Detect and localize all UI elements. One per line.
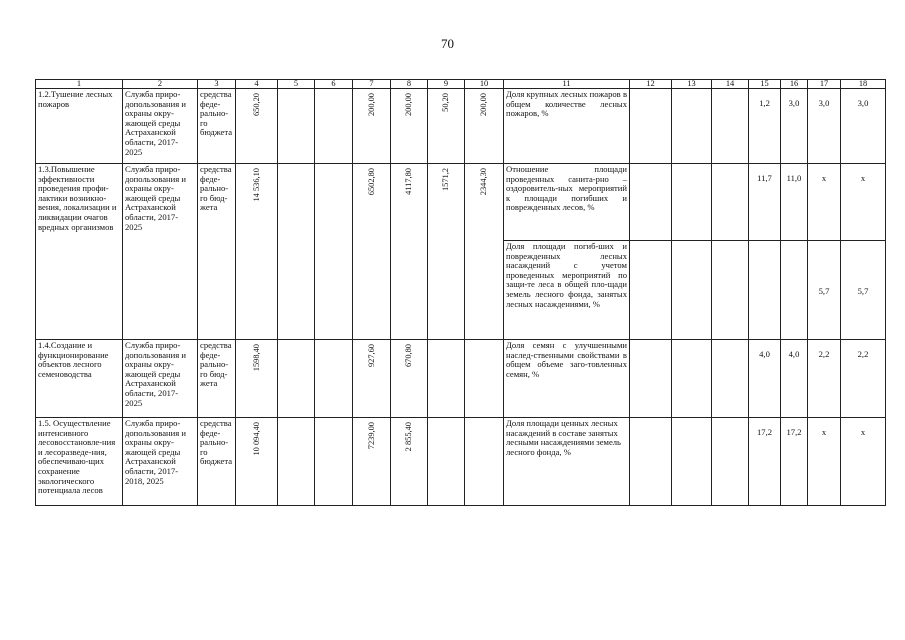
page-number: 70 xyxy=(441,36,454,51)
value-col17: 2,2 xyxy=(808,340,841,418)
value-col17: 5,7 xyxy=(808,241,841,340)
value-col7: 7239,00 xyxy=(366,422,376,450)
col-header-1: 1 xyxy=(36,80,123,89)
indicator-cell: Доля площади погиб-ших и поврежденных лесных насаждений с учетом проведенных мероприятий по защи-те леса в общей пло-щади земель лесного фонда, занятых лесных насаждениями, % xyxy=(504,241,630,340)
table-row xyxy=(36,164,886,241)
value-col17: x xyxy=(808,418,841,506)
value-col17: x xyxy=(808,164,841,241)
col-header-6: 6 xyxy=(315,80,353,89)
value-col8: 200,00 xyxy=(404,93,413,117)
col-header-3: 3 xyxy=(198,80,236,89)
col-header-12: 12 xyxy=(630,80,672,89)
source-cell: средства феде-рально-го бюд-жета xyxy=(198,164,236,340)
value-col15: 11,7 xyxy=(749,164,781,241)
col-header-11: 11 xyxy=(504,80,630,89)
col-header-15: 15 xyxy=(749,80,781,89)
col-header-13: 13 xyxy=(672,80,712,89)
col-header-7: 7 xyxy=(353,80,391,89)
table-row xyxy=(36,89,886,164)
indicator-cell: Доля площади ценных лесных насаждений в составе занятых лесными насаждениями земель лесного фонда, % xyxy=(504,418,630,506)
executor-cell: Служба приро-допользования и охраны окру-жающей среды Астраханской области, 2017- 2025 xyxy=(123,164,198,340)
program-table xyxy=(35,79,886,506)
value-col15: 17,2 xyxy=(749,418,781,506)
col-header-17: 17 xyxy=(808,80,841,89)
col-header-14: 14 xyxy=(712,80,749,89)
col-header-5: 5 xyxy=(278,80,315,89)
executor-cell: Служба приро-допользования и охраны окру-жающей среды Астраханской области, 2017- 2018, 2025 xyxy=(123,418,198,506)
value-col16: 17,2 xyxy=(781,418,808,506)
col-header-16: 16 xyxy=(781,80,808,89)
value-col18: x xyxy=(841,418,886,506)
value-col18: 5,7 xyxy=(841,241,886,340)
value-col8: 2 855,40 xyxy=(404,422,413,452)
col-header-9: 9 xyxy=(428,80,465,89)
value-col4: 14 536,10 xyxy=(251,168,261,202)
value-col18: x xyxy=(841,164,886,241)
value-col8: 4117,80 xyxy=(404,168,413,195)
table-row xyxy=(36,340,886,418)
indicator-cell: Отношение площади проведенных санита-рно – оздоровитель-ных мероприятий к площади погибших и поврежденных лесов, % xyxy=(504,164,630,241)
value-col10: 200,00 xyxy=(479,93,488,117)
value-col4: 650,20 xyxy=(251,93,261,117)
value-col7: 927,60 xyxy=(366,344,376,368)
value-col9: 50,20 xyxy=(441,93,450,112)
value-col7: 6502,80 xyxy=(366,168,376,196)
col-header-2: 2 xyxy=(123,80,198,89)
value-col4: 1598,40 xyxy=(251,344,261,372)
col-header-18: 18 xyxy=(841,80,886,89)
event-cell: 1.5. Осуществление интенсивного лесовосстановле-ния и лесоразведе-ния, обеспечиваю-щих сохранение экологического потенциала лесов xyxy=(36,418,123,506)
value-col18: 2,2 xyxy=(841,340,886,418)
value-col16: 11,0 xyxy=(781,164,808,241)
indicator-cell: Доля семян с улучшенными наслед-ственными свойствами в общем объеме заго-товленных семян, % xyxy=(504,340,630,418)
header-row xyxy=(36,80,886,89)
value-col15: 4,0 xyxy=(749,340,781,418)
col-header-4: 4 xyxy=(236,80,278,89)
event-cell: 1.2.Тушение лесных пожаров xyxy=(36,89,123,164)
event-cell: 1.4.Создание и функционирование объектов лесного семеноводства xyxy=(36,340,123,418)
executor-cell: Служба приро-допользования и охраны окру-жающей среды Астраханской области, 2017-2025 xyxy=(123,89,198,164)
value-col10: 2344,30 xyxy=(479,168,488,196)
value-col9: 1571,2 xyxy=(441,168,450,192)
col-header-10: 10 xyxy=(465,80,504,89)
indicator-cell: Доля крупных лесных пожаров в общем количестве лесных пожаров, % xyxy=(504,89,630,164)
value-col4: 10 094,40 xyxy=(251,422,261,456)
source-cell: средства феде-рально-го бюд-жета xyxy=(198,340,236,418)
source-cell: средства феде-рально-го бюджета xyxy=(198,418,236,506)
event-cell: 1.3.Повышение эффективности проведения профи-лактики возникно-вения, локализации и ликвидации очагов вредных организмов xyxy=(36,164,123,340)
source-cell: средства феде-рально-го бюджета xyxy=(198,89,236,164)
executor-cell: Служба приро-допользования и охраны окру-жающей среды Астраханской области, 2017-2025 xyxy=(123,340,198,418)
table-row xyxy=(36,418,886,506)
col-header-8: 8 xyxy=(391,80,428,89)
value-col16: 3,0 xyxy=(781,89,808,164)
value-col16: 4,0 xyxy=(781,340,808,418)
value-col8: 670,80 xyxy=(404,344,413,368)
value-col7: 200,00 xyxy=(366,93,376,117)
value-col15: 1,2 xyxy=(749,89,781,164)
value-col18: 3,0 xyxy=(841,89,886,164)
value-col17: 3,0 xyxy=(808,89,841,164)
